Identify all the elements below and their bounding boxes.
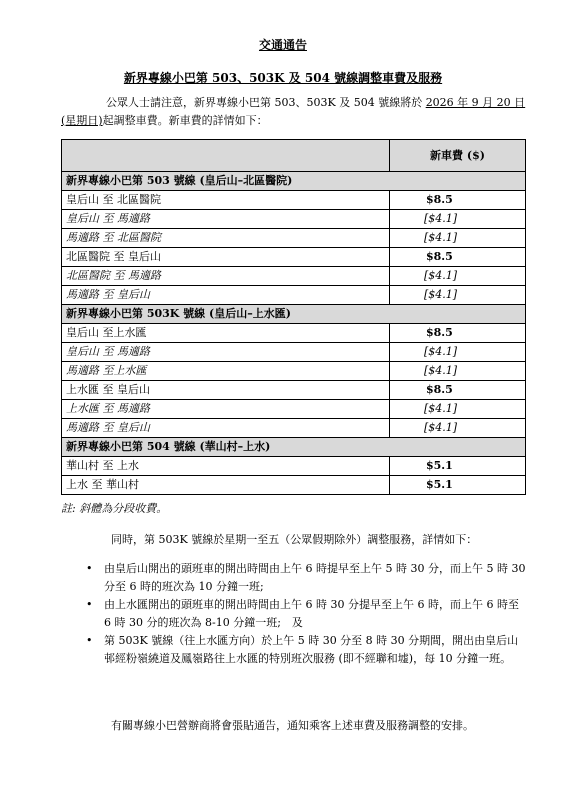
intro-text-end: 起調整車費。新車費的詳情如下： [102, 114, 268, 127]
route-section-row [62, 438, 526, 457]
fare-row [62, 191, 526, 210]
fare-value: $8.5 [390, 381, 526, 400]
intro-text-start: 公眾人士請注意，新界專線小巴第 503、503K 及 504 號線將於 [106, 96, 426, 109]
fare-value: $8.5 [390, 248, 526, 267]
fare-value: [$4.1] [390, 419, 526, 438]
effective-date: 2026 年 9 月 20 日(星期日) [61, 96, 526, 127]
fare-row [62, 286, 526, 305]
closing-paragraph: 有關專線小巴營辦商將會張貼通告，通知乘客上述車費及服務調整的安排。 [111, 719, 474, 732]
route-section-title: 新界專線小巴第 504 號線 (華山村–上水) [62, 438, 526, 457]
fare-value: $5.1 [390, 457, 526, 476]
fare-row [62, 457, 526, 476]
route-segment: 北區醫院 至 馬適路 [62, 267, 390, 286]
fare-value: [$4.1] [390, 229, 526, 248]
fare-value: $5.1 [390, 476, 526, 495]
fare-row [62, 419, 526, 438]
service-change-item [61, 560, 526, 596]
bullet-icon: • [86, 598, 93, 611]
fare-row [62, 381, 526, 400]
route-segment: 皇后山 至 馬適路 [62, 210, 390, 229]
fare-table-header-row [62, 140, 526, 172]
fare-value: [$4.1] [390, 210, 526, 229]
route-segment: 馬適路 至 皇后山 [62, 286, 390, 305]
bullet-icon: • [86, 562, 93, 575]
intro-paragraph [61, 94, 526, 130]
fare-row [62, 343, 526, 362]
route-section-title: 新界專線小巴第 503K 號線 (皇后山–上水匯) [62, 305, 526, 324]
route-segment: 皇后山 至 北區醫院 [62, 191, 390, 210]
fare-value: $8.5 [390, 324, 526, 343]
service-change-item [61, 596, 526, 632]
fare-row [62, 400, 526, 419]
route-segment: 皇后山 至 馬適路 [62, 343, 390, 362]
route-segment: 馬適路 至 皇后山 [62, 419, 390, 438]
fare-row [62, 362, 526, 381]
fare-value: [$4.1] [390, 267, 526, 286]
service-change-item [61, 632, 526, 668]
service-change-list [61, 560, 526, 668]
fare-value: [$4.1] [390, 343, 526, 362]
route-section-title: 新界專線小巴第 503 號線 (皇后山–北區醫院) [62, 172, 526, 191]
route-segment: 上水匯 至 皇后山 [62, 381, 390, 400]
fare-row [62, 324, 526, 343]
route-segment: 上水 至 華山村 [62, 476, 390, 495]
fare-row [62, 476, 526, 495]
fare-value: $8.5 [390, 191, 526, 210]
route-segment: 上水匯 至 馬適路 [62, 400, 390, 419]
fare-row [62, 267, 526, 286]
route-segment: 馬適路 至 北區醫院 [62, 229, 390, 248]
fare-value: [$4.1] [390, 286, 526, 305]
fare-row [62, 248, 526, 267]
route-segment: 北區醫院 至 皇后山 [62, 248, 390, 267]
service-change-text: 由上水匯開出的頭班車的開出時間由上午 6 時 30 分提早至上午 6 時，而上午 6 時至 6 時 30 分的班次為 8-10 分鐘一班; 及 [104, 598, 519, 629]
route-segment: 馬適路 至上水匯 [62, 362, 390, 381]
notice-title: 交通通告 [258, 38, 307, 52]
route-header-cell [62, 140, 390, 172]
route-segment: 華山村 至 上水 [62, 457, 390, 476]
route-section-row [62, 305, 526, 324]
bullet-icon: • [86, 634, 93, 647]
notice-subtitle: 新界專線小巴第 503、503K 及 504 號線調整車費及服務 [123, 71, 443, 85]
route-section-row [62, 172, 526, 191]
fare-note: 註: 斜體為分段收費。 [61, 502, 168, 515]
service-change-text: 第 503K 號線（往上水匯方向）於上午 5 時 30 分至 8 時 30 分期間，開出由皇后山邨經粉嶺繞道及鳳嶺路往上水匯的特別班次服務 (即不經聯和墟)，每 10 分鐘一班。 [104, 634, 519, 665]
fare-value: [$4.1] [390, 362, 526, 381]
fare-table [61, 139, 526, 495]
service-intro: 同時，第 503K 號線於星期一至五（公眾假期除外）調整服務，詳情如下： [111, 533, 478, 546]
route-segment: 皇后山 至上水匯 [62, 324, 390, 343]
fare-row [62, 210, 526, 229]
fare-header-cell: 新車費 ($) [390, 140, 526, 172]
fare-row [62, 229, 526, 248]
service-change-text: 由皇后山開出的頭班車的開出時間由上午 6 時提早至上午 5 時 30 分，而上午 5 時 30 分至 6 時的班次為 10 分鐘一班; [104, 562, 526, 593]
fare-value: [$4.1] [390, 400, 526, 419]
